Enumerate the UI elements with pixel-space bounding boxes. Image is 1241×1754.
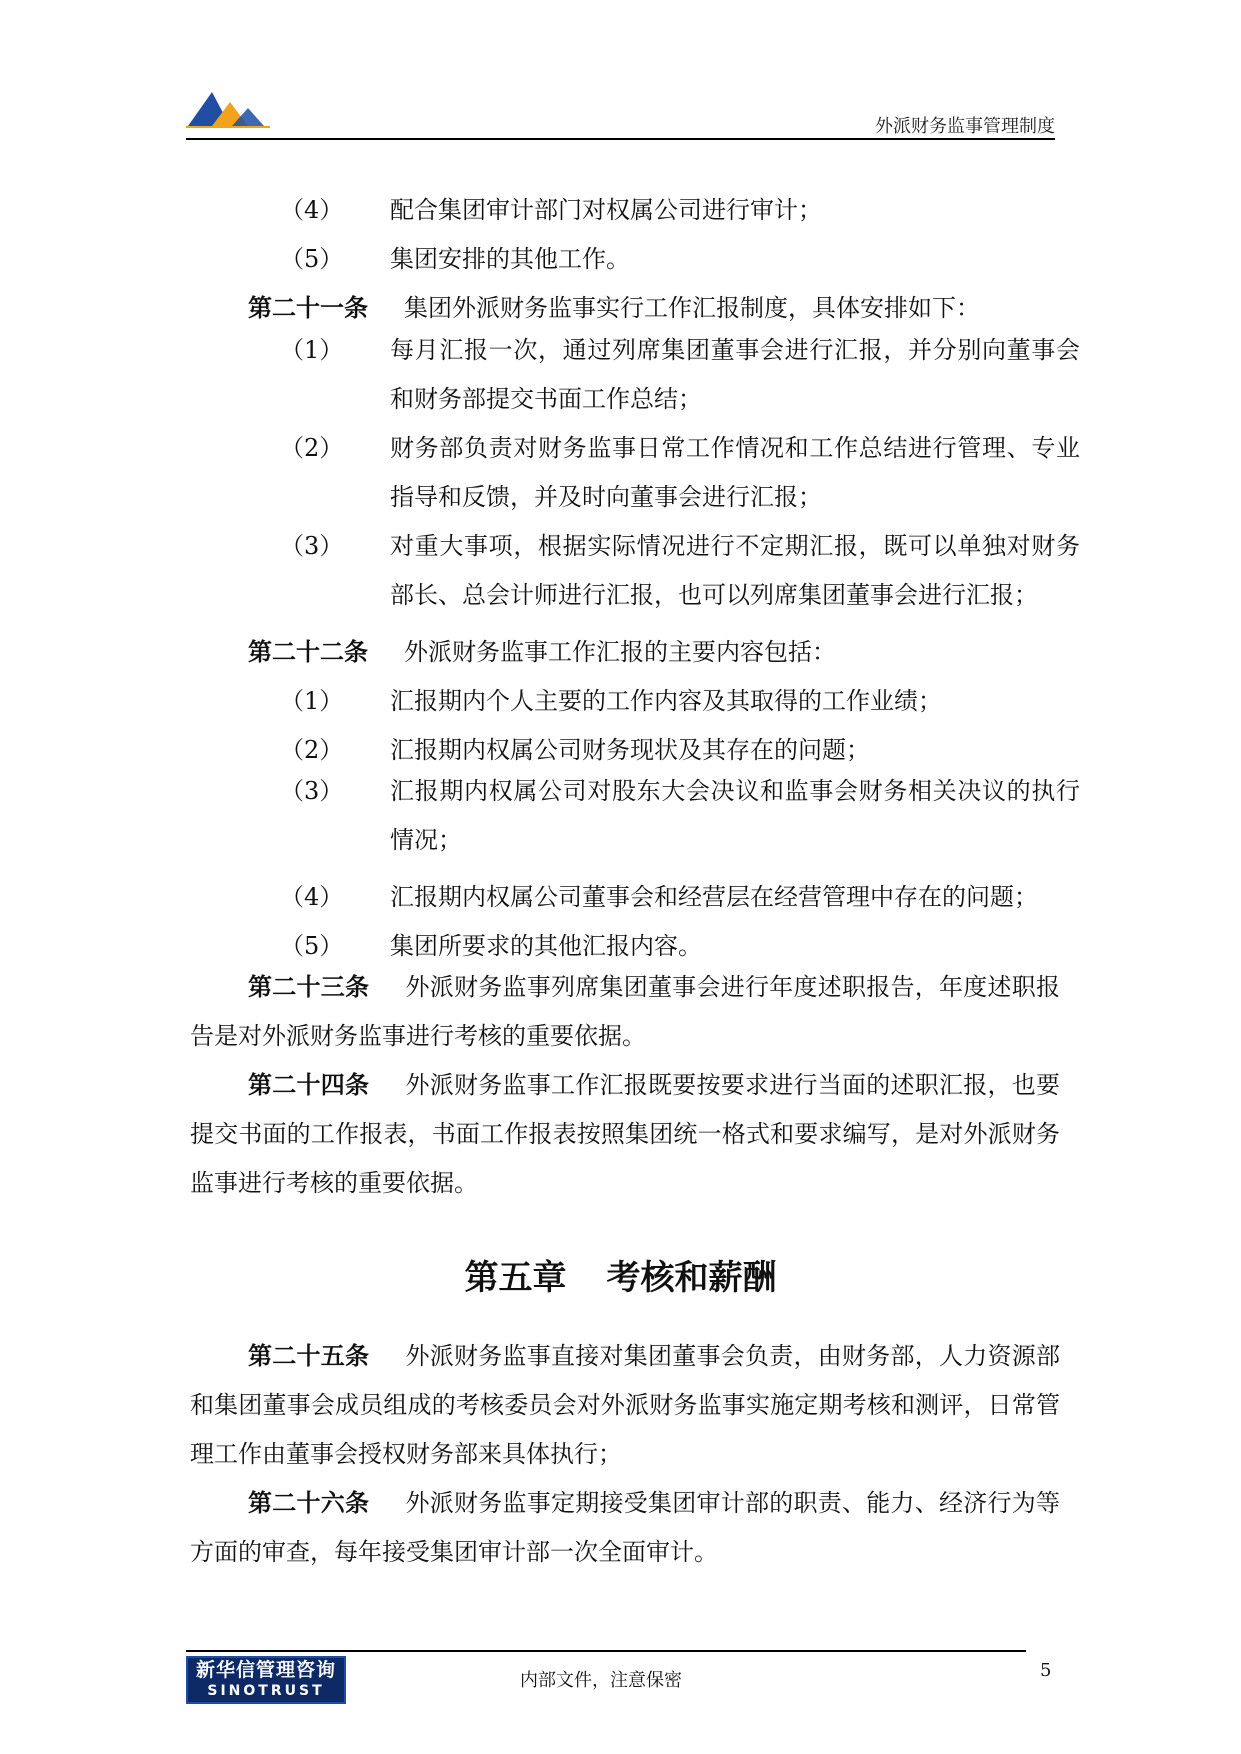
article-label: 第二十六条 [248,1489,370,1517]
item-text: 汇报期内个人主要的工作内容及其取得的工作业绩； [390,687,942,715]
article-text: 外派财务监事列席集团董事会进行年度述职报告，年度述职报告是对外派财务监事进行考核的重要依据。 [190,973,1060,1050]
article-22 [248,632,836,667]
list-item [280,926,702,961]
list-item [280,877,1038,912]
article-text: 集团外派财务监事实行工作汇报制度，具体安排如下： [404,294,980,322]
article-text: 外派财务监事工作汇报既要按要求进行当面的述职汇报，也要提交书面的工作报表，书面工作报表按照集团统一格式和要求编写，是对外派财务监事进行考核的重要依据。 [190,1071,1060,1197]
item-text: 财务部负责对财务监事日常工作情况和工作总结进行管理、专业指导和反馈，并及时向董事会进行汇报； [390,434,1080,511]
item-number: （2） [280,434,344,462]
list-item [280,326,1080,424]
list-item [280,424,1080,522]
list-item [280,730,870,765]
header-divider [186,138,1055,140]
list-item [280,239,630,274]
item-text: 集团所要求的其他汇报内容。 [390,932,702,960]
logo-cn-text: 新华信管理咨询 [195,1659,336,1681]
item-number: （5） [280,932,344,960]
item-text: 对重大事项，根据实际情况进行不定期汇报，既可以单独对财务部长、总会计师进行汇报，也可以列席集团董事会进行汇报； [390,532,1080,609]
item-number: （1） [280,687,344,715]
list-item [280,522,1080,620]
item-text: 汇报期内权属公司董事会和经营层在经营管理中存在的问题； [390,883,1038,911]
footer-divider [186,1650,1026,1652]
item-text: 配合集团审计部门对权属公司进行审计； [390,196,822,224]
item-number: （1） [280,336,344,364]
article-text: 外派财务监事直接对集团董事会负责，由财务部，人力资源部和集团董事会成员组成的考核委员会对外派财务监事实施定期考核和测评，日常管理工作由董事会授权财务部来具体执行； [190,1342,1060,1468]
item-text: 汇报期内权属公司财务现状及其存在的问题； [390,736,870,764]
list-item [280,767,1080,865]
article-label: 第二十五条 [248,1342,370,1370]
article-label: 第二十三条 [248,973,370,1001]
item-text: 汇报期内权属公司对股东大会决议和监事会财务相关决议的执行情况； [390,777,1080,854]
article-text: 外派财务监事工作汇报的主要内容包括： [404,638,836,666]
article-25 [190,1332,1060,1479]
item-text: 每月汇报一次，通过列席集团董事会进行汇报，并分别向董事会和财务部提交书面工作总结； [390,336,1080,413]
item-number: （3） [280,532,344,560]
item-number: （4） [280,196,344,224]
sinotrust-logo [186,1656,346,1704]
article-label: 第二十四条 [248,1071,370,1099]
article-26 [190,1479,1060,1577]
item-number: （3） [280,777,344,805]
document-title: 外派财务监事管理制度 [875,116,1055,137]
item-text: 集团安排的其他工作。 [390,245,630,273]
article-label: 第二十一条 [248,294,368,322]
article-text: 外派财务监事定期接受集团审计部的职责、能力、经济行为等方面的审查，每年接受集团审计部一次全面审计。 [190,1489,1060,1566]
page-number: 5 [1040,1660,1052,1681]
list-item [280,681,942,716]
item-number: （5） [280,245,344,273]
article-23 [190,963,1060,1061]
article-label: 第二十二条 [248,638,368,666]
item-number: （2） [280,736,344,764]
mountain-logo-icon [186,86,270,130]
chapter-title: 考核和薪酬 [606,1258,777,1298]
item-number: （4） [280,883,344,911]
article-21 [248,288,980,323]
chapter-number: 第五章 [464,1258,567,1298]
chapter-heading [0,1250,1241,1299]
article-24 [190,1061,1060,1208]
logo-en-text: SINOTRUST [207,1683,325,1699]
confidential-note: 内部文件，注意保密 [520,1670,682,1691]
list-item [280,190,822,225]
company-logo [186,86,270,130]
